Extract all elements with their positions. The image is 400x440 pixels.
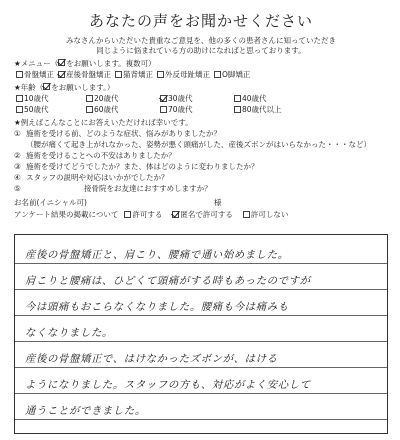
- checkbox[interactable]: [214, 71, 221, 78]
- publish-option[interactable]: 匿名で許可する: [172, 209, 233, 220]
- checkbox[interactable]: [160, 95, 167, 102]
- checkbox[interactable]: [16, 106, 23, 113]
- ruled-line: [15, 263, 387, 264]
- menu-heading-rest: をお願いします。複数可）: [66, 59, 156, 68]
- handwritten-line: 肩こりと腰痛は、ひどくて頭痛がする時もあったのですが: [25, 275, 311, 287]
- age-options: [16, 93, 388, 115]
- question-note: （腰が痛くて起き上がれなかった、姿勢が悪く頭痛がした、産後ズボンがはいらなかった・・・など）: [26, 140, 371, 149]
- menu-option[interactable]: O脚矯正: [214, 69, 250, 80]
- intro-text: [14, 36, 388, 56]
- menu-option[interactable]: 外反母趾矯正: [157, 69, 210, 80]
- checkbox[interactable]: [58, 71, 65, 78]
- handwritten-line: ようになりました。スタッフの方も、対応がよく安心して: [25, 379, 311, 391]
- age-option[interactable]: 80歳代以上: [234, 104, 304, 115]
- question-item: ② 施術を受けることへの不安はありましたか？: [14, 151, 176, 160]
- checkbox[interactable]: [172, 211, 179, 218]
- menu-option[interactable]: 猫背矯正: [115, 69, 153, 80]
- publish-option[interactable]: 許可しない: [243, 209, 289, 220]
- checkbox[interactable]: [160, 106, 167, 113]
- ruled-line: [15, 419, 387, 420]
- checkbox[interactable]: [157, 71, 164, 78]
- question-item: ③ 施術を受けてどうでしたか？また、体はどのように変わりましたか？: [14, 162, 259, 171]
- checkbox[interactable]: [234, 106, 241, 113]
- publish-label: アンケート結果の掲載について: [14, 210, 119, 219]
- handwritten-line: 今は頭痛もおこらなくなりました。腰痛も今は痛みも: [25, 301, 289, 313]
- menu-heading: ★メニュー（: [14, 59, 59, 68]
- age-option[interactable]: 10歳代: [16, 93, 82, 104]
- page-title: あなたの声をお聞かせください: [88, 12, 313, 30]
- question-item: ④ スタッフの説明や対応はいかがでしたか？: [14, 173, 169, 182]
- ruled-line: [15, 341, 387, 342]
- menu-option[interactable]: 産後骨盤矯正: [58, 69, 111, 80]
- handwritten-line: 産後の骨盤矯正と、肩こり、腰痛で通い始めました。: [25, 249, 289, 261]
- question-list: [14, 117, 388, 194]
- ruled-line: [15, 289, 387, 290]
- checkbox[interactable]: [243, 211, 250, 218]
- age-option[interactable]: 70歳代: [160, 104, 230, 115]
- ruled-line: [15, 315, 387, 316]
- checkbox[interactable]: [16, 95, 23, 102]
- question-lead: ★例えばこんなことにお答えいただければ幸いです。: [14, 118, 193, 127]
- checkbox[interactable]: [124, 211, 131, 218]
- checkbox[interactable]: [86, 106, 93, 113]
- question-item: ① 施術を受ける前、どのような症状、悩みがありましたか？: [14, 129, 221, 138]
- menu-section: [14, 58, 388, 80]
- age-option[interactable]: 50歳代: [16, 104, 82, 115]
- ruled-line: [15, 367, 387, 368]
- checkbox[interactable]: [234, 95, 241, 102]
- age-option[interactable]: 60歳代: [86, 104, 156, 115]
- question-item: ⑤ 接骨院をお友達におすすめしますか？: [14, 184, 212, 193]
- publish-option[interactable]: 許可する: [124, 209, 162, 220]
- name-suffix: 様: [214, 198, 222, 207]
- intro-line: 同じように悩まれている方の助けになればと思っております。: [96, 46, 306, 55]
- handwritten-line: なくなりました。: [25, 327, 113, 339]
- checkbox-example: [58, 59, 65, 66]
- menu-option[interactable]: 骨盤矯正: [16, 69, 54, 80]
- age-section: [14, 82, 388, 115]
- age-option[interactable]: 40歳代: [234, 93, 304, 104]
- menu-options: [16, 69, 388, 80]
- name-row: [14, 197, 388, 208]
- publish-row: [14, 209, 388, 220]
- intro-line: みなさんからいただいた貴重なご意見を、他の多くの患者さんに知っていただき: [66, 36, 336, 45]
- checkbox[interactable]: [16, 71, 23, 78]
- handwritten-line: 産後の骨盤矯正で、はけなかったズボンが、はける: [25, 353, 278, 365]
- age-heading: ★年齢（: [14, 83, 44, 92]
- name-label: お名前(イニシャル可): [14, 198, 87, 207]
- checkbox-example: [43, 83, 50, 90]
- age-option[interactable]: 30歳代: [160, 93, 230, 104]
- age-heading-rest: をお願いします。）: [51, 83, 115, 92]
- handwritten-line: 通うことができました。: [25, 405, 146, 417]
- checkbox[interactable]: [86, 95, 93, 102]
- ruled-line: [15, 393, 387, 394]
- age-option[interactable]: 20歳代: [86, 93, 156, 104]
- handwritten-answer-box: [14, 234, 388, 434]
- checkbox[interactable]: [115, 71, 122, 78]
